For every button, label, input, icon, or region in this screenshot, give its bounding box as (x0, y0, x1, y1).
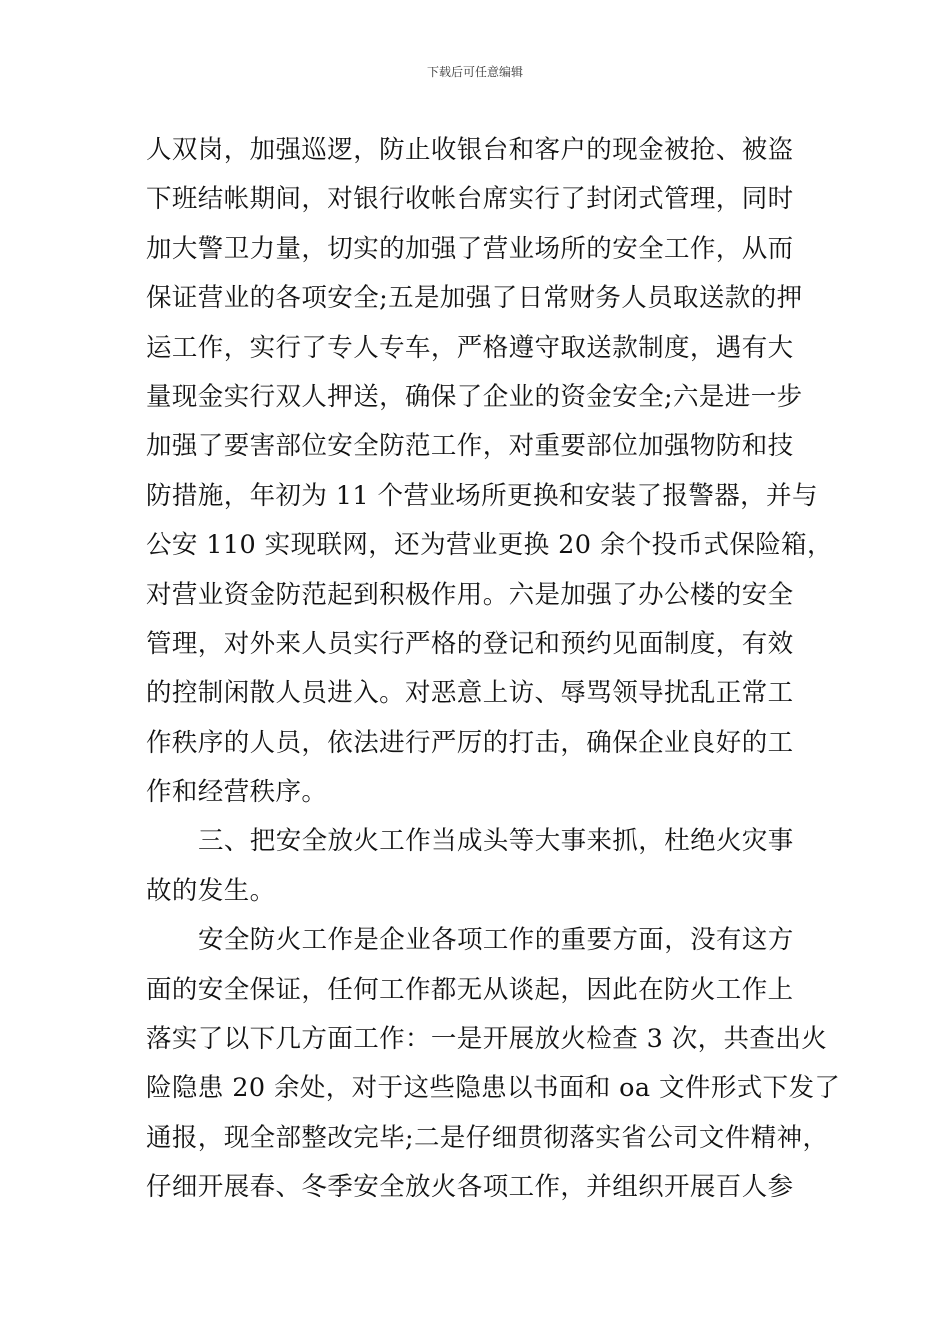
text-line: 作和经营秩序。 (146, 777, 328, 808)
text-line: 下班结帐期间，对银行收帐台席实行了封闭式管理，同时 (146, 184, 794, 215)
text-line: 公安 110 实现联网，还为营业更换 20 余个投币式保险箱， (146, 530, 833, 561)
text-line: 人双岗，加强巡逻，防止收银台和客户的现金被抢、被盗 (146, 135, 794, 165)
paragraph-first-line: 安全防火工作是企业各项工作的重要方面，没有这方 (198, 925, 794, 956)
text-line: 通报，现全部整改完毕;二是仔细贯彻落实省公司文件精神， (146, 1122, 829, 1153)
document-body (146, 126, 841, 1213)
text-line: 防措施，年初为 11 个营业场所更换和安装了报警器，并与 (146, 480, 818, 511)
text-line: 的控制闲散人员进入。对恶意上访、辱骂领导扰乱正常工 (146, 678, 794, 709)
text-line: 量现金实行双人押送，确保了企业的资金安全;六是进一步 (146, 381, 803, 412)
section-heading-line: 故的发生。 (146, 875, 276, 906)
section-heading-line: 三、把安全放火工作当成头等大事来抓，杜绝火灾事 (198, 826, 794, 857)
text-line: 面的安全保证，任何工作都无从谈起，因此在防火工作上 (146, 974, 794, 1005)
text-line: 加大警卫力量，切实的加强了营业场所的安全工作，从而 (146, 233, 794, 264)
text-line: 管理，对外来人员实行严格的登记和预约见面制度，有效 (146, 628, 794, 659)
page-header-note: 下载后可任意编辑 (426, 65, 523, 79)
text-line: 加强了要害部位安全防范工作，对重要部位加强物防和技 (146, 431, 794, 462)
text-line: 仔细开展春、冬季安全放火各项工作，并组织开展百人参 (146, 1172, 794, 1203)
text-line: 对营业资金防范起到积极作用。六是加强了办公楼的安全 (146, 579, 794, 610)
text-line: 作秩序的人员，依法进行严厉的打击，确保企业良好的工 (146, 727, 794, 758)
text-line: 保证营业的各项安全;五是加强了日常财务人员取送款的押 (146, 283, 803, 314)
text-line: 运工作，实行了专人专车，严格遵守取送款制度，遇有大 (146, 332, 794, 363)
text-line: 险隐患 20 余处，对于这些隐患以书面和 oa 文件形式下发了 (146, 1073, 841, 1104)
text-line: 落实了以下几方面工作：一是开展放火检查 3 次，共查出火 (146, 1024, 828, 1055)
